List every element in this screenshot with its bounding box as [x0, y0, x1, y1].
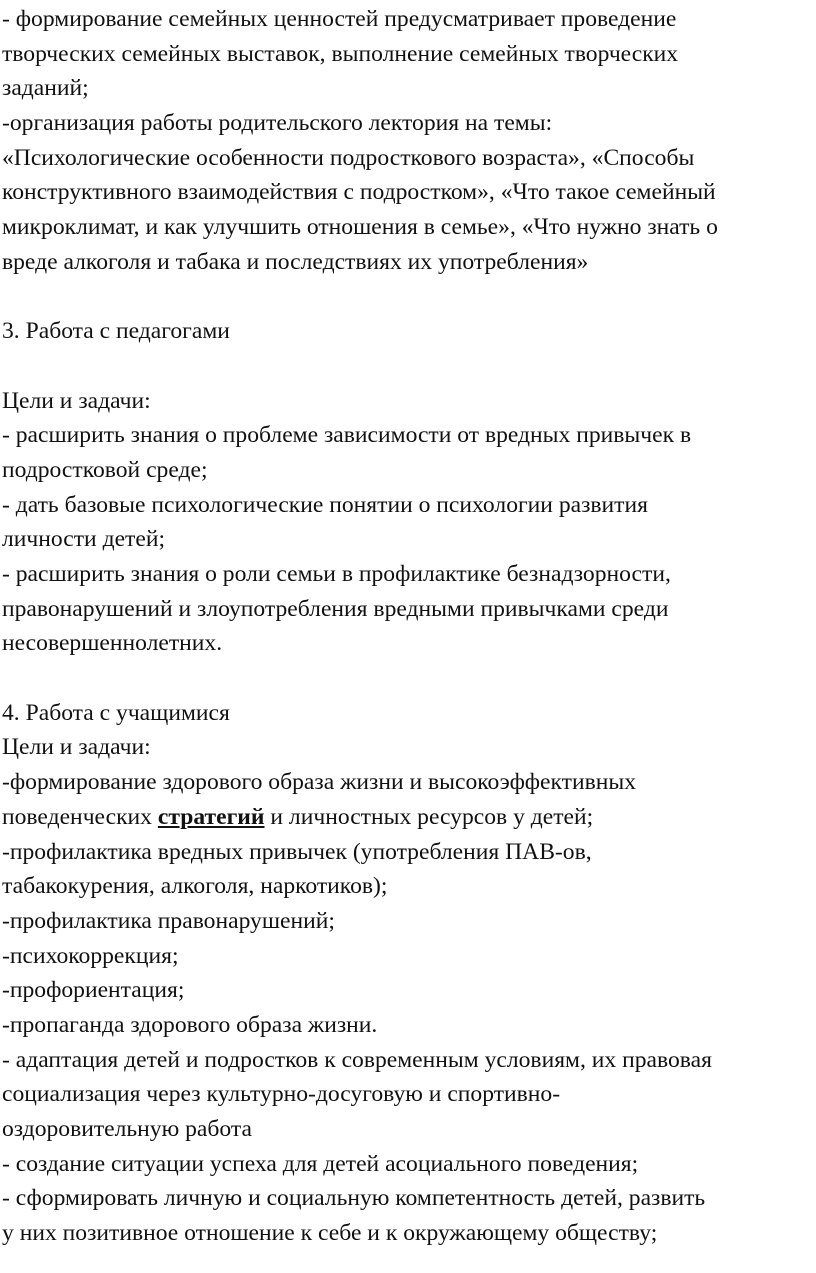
text-line: -профилактика правонарушений;	[2, 907, 335, 934]
text-line: заданий;	[2, 75, 89, 102]
text-line: - расширить знания о роли семьи в профилактике безнадзорности,	[2, 561, 671, 587]
blank-line	[2, 280, 816, 315]
text-line: -организация работы родительского лектория на темы:	[2, 110, 553, 137]
text-line: -психокоррекция;	[2, 942, 179, 969]
text-line: -пропаганда здорового образа жизни.	[2, 1011, 378, 1038]
text-line: оздоровительную работа	[2, 1116, 252, 1142]
section-heading-teachers: 3. Работа с педагогами	[2, 318, 230, 345]
blank-line	[2, 661, 816, 696]
text-line: несовершеннолетних.	[2, 630, 223, 657]
text-line: «Психологические особенности подросткового возраста», «Способы	[2, 144, 695, 171]
text-line: вреде алкоголя и табака и последствиях их употребления»	[2, 248, 589, 275]
text-line: личности детей;	[2, 526, 166, 553]
text-line: творческих семейных выставок, выполнение семейных творческих	[2, 40, 679, 67]
text-line: микроклимат, и как улучшить отношения в семье», «Что нужно знать о	[2, 214, 718, 241]
text-line: -профориентация;	[2, 977, 185, 1004]
text-fragment: поведенческих	[2, 803, 158, 830]
text-line: подростковой среде;	[2, 456, 208, 483]
text-line: - дать базовые психологические понятии о психологии развития	[2, 491, 648, 518]
strategy-link[interactable]: стратегий	[157, 803, 265, 830]
section-heading-students: 4. Работа с учащимися	[2, 699, 230, 726]
text-line: - формирование семейных ценностей предусматривает проведение	[2, 6, 677, 32]
text-line: -формирование здорового образа жизни и высокоэффективных	[2, 769, 637, 796]
text-line: конструктивного взаимодействия с подростком», «Что такое семейный	[2, 179, 716, 206]
text-line: у них позитивное отношение к себе и к окружающему обществу;	[2, 1220, 658, 1247]
blank-line	[2, 349, 816, 384]
text-line: табакокурения, алкоголя, наркотиков);	[2, 873, 388, 900]
text-line: - адаптация детей и подростков к современным условиям, их правовая	[2, 1046, 712, 1073]
goals-heading: Цели и задачи:	[2, 387, 151, 414]
text-line: -профилактика вредных привычек (употребления ПАВ-ов,	[2, 838, 592, 865]
text-line: социализация через культурно-досуговую и спортивно-	[2, 1081, 561, 1108]
text-fragment: и личностных ресурсов у детей;	[264, 803, 594, 830]
text-line: - создание ситуации успеха для детей асоциального поведения;	[2, 1150, 639, 1177]
strategy-line	[2, 800, 816, 835]
text-line: - расширить знания о проблеме зависимости от вредных привычек в	[2, 422, 692, 449]
text-line: правонарушений и злоупотребления вредными привычками среди	[2, 595, 669, 622]
goals-heading: Цели и задачи:	[2, 734, 151, 761]
text-line: - сформировать личную и социальную компетентность детей, развить	[2, 1185, 706, 1212]
